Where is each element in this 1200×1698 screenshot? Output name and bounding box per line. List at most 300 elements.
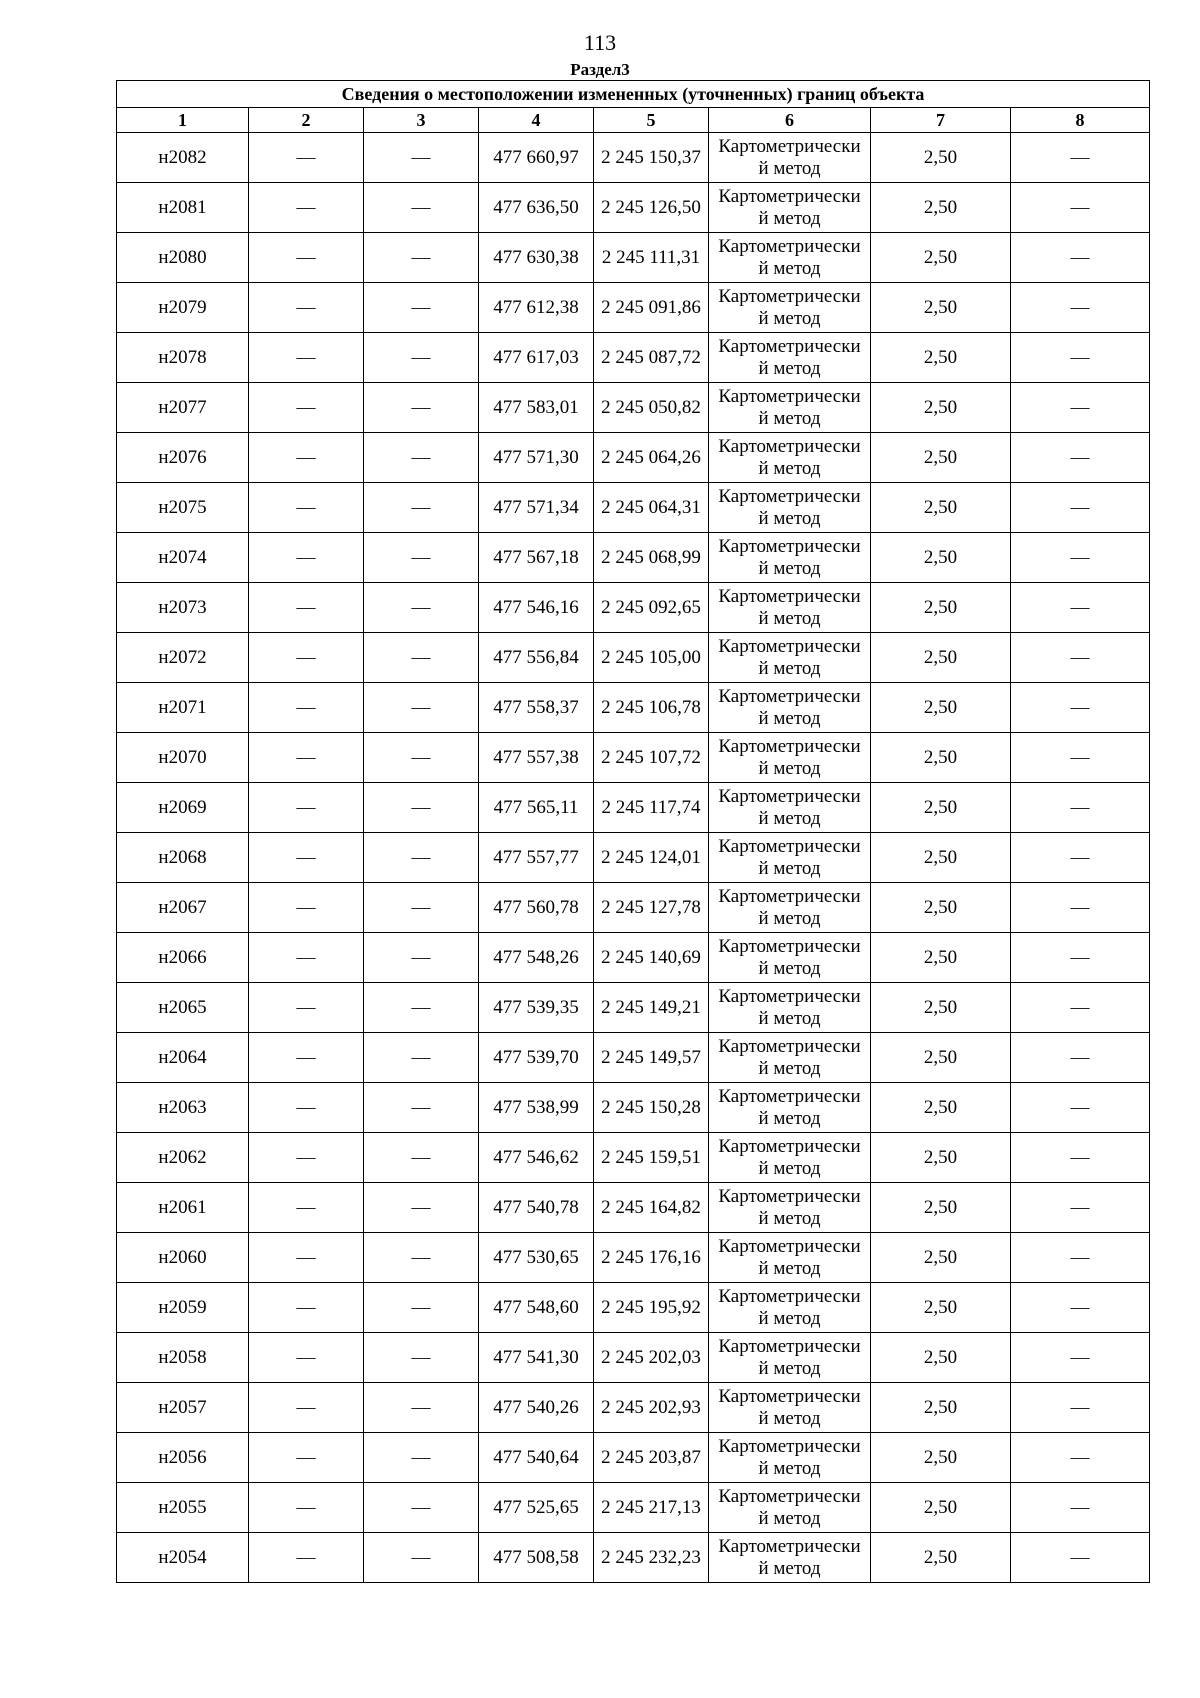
column-3-cell: —	[364, 1383, 479, 1433]
x-coordinate-cell: 477 546,16	[479, 583, 594, 633]
method-line-1: Картометрически	[718, 685, 861, 707]
method-cell	[709, 533, 871, 583]
column-2-cell: —	[249, 1233, 364, 1283]
column-3-cell: —	[364, 833, 479, 883]
y-coordinate-cell: 2 245 149,21	[594, 983, 709, 1033]
column-number: 6	[709, 108, 871, 133]
method-cell	[709, 1433, 871, 1483]
method-cell	[709, 1533, 871, 1583]
y-coordinate-cell: 2 245 195,92	[594, 1283, 709, 1333]
y-coordinate-cell: 2 245 159,51	[594, 1133, 709, 1183]
table-row	[117, 983, 1150, 1033]
method-line-1: Картометрически	[718, 535, 861, 557]
column-8-cell: —	[1011, 183, 1150, 233]
point-name-cell: н2075	[117, 483, 249, 533]
column-8-cell: —	[1011, 233, 1150, 283]
method-line-2: й метод	[758, 607, 821, 629]
x-coordinate-cell: 477 548,26	[479, 933, 594, 983]
method-cell	[709, 883, 871, 933]
method-line-1: Картометрически	[718, 1285, 861, 1307]
point-name-cell: н2082	[117, 133, 249, 183]
method-cell	[709, 383, 871, 433]
table-row	[117, 1183, 1150, 1233]
accuracy-cell: 2,50	[871, 983, 1011, 1033]
x-coordinate-cell: 477 612,38	[479, 283, 594, 333]
column-8-cell: —	[1011, 583, 1150, 633]
y-coordinate-cell: 2 245 107,72	[594, 733, 709, 783]
accuracy-cell: 2,50	[871, 1133, 1011, 1183]
y-coordinate-cell: 2 245 087,72	[594, 333, 709, 383]
column-number: 2	[249, 108, 364, 133]
column-8-cell: —	[1011, 1433, 1150, 1483]
column-3-cell: —	[364, 1483, 479, 1533]
method-line-1: Картометрически	[718, 735, 861, 757]
table-row	[117, 1533, 1150, 1583]
table-row	[117, 1383, 1150, 1433]
table-row	[117, 333, 1150, 383]
column-8-cell: —	[1011, 983, 1150, 1033]
column-2-cell: —	[249, 1133, 364, 1183]
method-line-2: й метод	[758, 457, 821, 479]
x-coordinate-cell: 477 541,30	[479, 1333, 594, 1383]
column-3-cell: —	[364, 433, 479, 483]
point-name-cell: н2076	[117, 433, 249, 483]
column-2-cell: —	[249, 733, 364, 783]
column-3-cell: —	[364, 683, 479, 733]
y-coordinate-cell: 2 245 064,26	[594, 433, 709, 483]
method-line-2: й метод	[758, 1407, 821, 1429]
accuracy-cell: 2,50	[871, 683, 1011, 733]
method-line-1: Картометрически	[718, 285, 861, 307]
point-name-cell: н2078	[117, 333, 249, 383]
y-coordinate-cell: 2 245 217,13	[594, 1483, 709, 1533]
point-name-cell: н2068	[117, 833, 249, 883]
y-coordinate-cell: 2 245 232,23	[594, 1533, 709, 1583]
column-3-cell: —	[364, 1533, 479, 1583]
point-name-cell: н2060	[117, 1233, 249, 1283]
point-name-cell: н2055	[117, 1483, 249, 1533]
table-row	[117, 883, 1150, 933]
column-3-cell: —	[364, 1133, 479, 1183]
accuracy-cell: 2,50	[871, 1383, 1011, 1433]
method-line-1: Картометрически	[718, 985, 861, 1007]
y-coordinate-cell: 2 245 050,82	[594, 383, 709, 433]
column-8-cell: —	[1011, 1033, 1150, 1083]
method-cell	[709, 133, 871, 183]
column-3-cell: —	[364, 933, 479, 983]
method-cell	[709, 633, 871, 683]
column-8-cell: —	[1011, 733, 1150, 783]
method-line-1: Картометрически	[718, 135, 861, 157]
column-2-cell: —	[249, 383, 364, 433]
column-8-cell: —	[1011, 1083, 1150, 1133]
accuracy-cell: 2,50	[871, 1333, 1011, 1383]
table-row	[117, 633, 1150, 683]
column-2-cell: —	[249, 183, 364, 233]
method-line-2: й метод	[758, 257, 821, 279]
column-2-cell: —	[249, 983, 364, 1033]
column-8-cell: —	[1011, 433, 1150, 483]
column-2-cell: —	[249, 283, 364, 333]
table-row	[117, 683, 1150, 733]
method-cell	[709, 1483, 871, 1533]
method-line-2: й метод	[758, 307, 821, 329]
method-line-2: й метод	[758, 1007, 821, 1029]
x-coordinate-cell: 477 557,77	[479, 833, 594, 883]
y-coordinate-cell: 2 245 164,82	[594, 1183, 709, 1233]
accuracy-cell: 2,50	[871, 883, 1011, 933]
column-3-cell: —	[364, 533, 479, 583]
method-line-2: й метод	[758, 1307, 821, 1329]
section-title: Раздел3	[570, 60, 630, 79]
accuracy-cell: 2,50	[871, 133, 1011, 183]
column-2-cell: —	[249, 1183, 364, 1233]
method-cell	[709, 183, 871, 233]
column-2-cell: —	[249, 883, 364, 933]
x-coordinate-cell: 477 617,03	[479, 333, 594, 383]
column-3-cell: —	[364, 133, 479, 183]
column-number: 8	[1011, 108, 1150, 133]
method-line-2: й метод	[758, 507, 821, 529]
accuracy-cell: 2,50	[871, 1283, 1011, 1333]
y-coordinate-cell: 2 245 176,16	[594, 1233, 709, 1283]
x-coordinate-cell: 477 548,60	[479, 1283, 594, 1333]
column-8-cell: —	[1011, 683, 1150, 733]
method-line-2: й метод	[758, 807, 821, 829]
column-8-cell: —	[1011, 1533, 1150, 1583]
y-coordinate-cell: 2 245 202,93	[594, 1383, 709, 1433]
point-name-cell: н2080	[117, 233, 249, 283]
x-coordinate-cell: 477 571,34	[479, 483, 594, 533]
column-3-cell: —	[364, 1333, 479, 1383]
method-cell	[709, 1383, 871, 1433]
point-name-cell: н2073	[117, 583, 249, 633]
x-coordinate-cell: 477 540,78	[479, 1183, 594, 1233]
y-coordinate-cell: 2 245 126,50	[594, 183, 709, 233]
method-line-2: й метод	[758, 1107, 821, 1129]
point-name-cell: н2074	[117, 533, 249, 583]
x-coordinate-cell: 477 556,84	[479, 633, 594, 683]
method-line-2: й метод	[758, 1057, 821, 1079]
y-coordinate-cell: 2 245 124,01	[594, 833, 709, 883]
point-name-cell: н2054	[117, 1533, 249, 1583]
table-row	[117, 933, 1150, 983]
y-coordinate-cell: 2 245 150,28	[594, 1083, 709, 1133]
accuracy-cell: 2,50	[871, 833, 1011, 883]
method-line-1: Картометрически	[718, 1485, 861, 1507]
column-2-cell: —	[249, 333, 364, 383]
column-8-cell: —	[1011, 1483, 1150, 1533]
table-body	[117, 133, 1150, 1583]
column-number: 5	[594, 108, 709, 133]
column-3-cell: —	[364, 1083, 479, 1133]
point-name-cell: н2067	[117, 883, 249, 933]
method-cell	[709, 833, 871, 883]
method-line-1: Картометрически	[718, 1135, 861, 1157]
accuracy-cell: 2,50	[871, 233, 1011, 283]
x-coordinate-cell: 477 558,37	[479, 683, 594, 733]
method-line-2: й метод	[758, 1557, 821, 1579]
column-2-cell: —	[249, 1483, 364, 1533]
x-coordinate-cell: 477 539,70	[479, 1033, 594, 1083]
column-number: 3	[364, 108, 479, 133]
method-line-1: Картометрически	[718, 1035, 861, 1057]
method-cell	[709, 933, 871, 983]
method-line-1: Картометрически	[718, 335, 861, 357]
table-row	[117, 583, 1150, 633]
y-coordinate-cell: 2 245 117,74	[594, 783, 709, 833]
point-name-cell: н2071	[117, 683, 249, 733]
method-cell	[709, 1233, 871, 1283]
method-cell	[709, 1033, 871, 1083]
column-2-cell: —	[249, 633, 364, 683]
column-3-cell: —	[364, 1033, 479, 1083]
accuracy-cell: 2,50	[871, 1183, 1011, 1233]
method-line-2: й метод	[758, 207, 821, 229]
x-coordinate-cell: 477 567,18	[479, 533, 594, 583]
column-3-cell: —	[364, 983, 479, 1033]
column-3-cell: —	[364, 583, 479, 633]
column-2-cell: —	[249, 683, 364, 733]
method-cell	[709, 483, 871, 533]
table-row	[117, 833, 1150, 883]
table-row	[117, 133, 1150, 183]
column-3-cell: —	[364, 183, 479, 233]
method-cell	[709, 733, 871, 783]
method-line-1: Картометрически	[718, 385, 861, 407]
y-coordinate-cell: 2 245 149,57	[594, 1033, 709, 1083]
x-coordinate-cell: 477 508,58	[479, 1533, 594, 1583]
column-2-cell: —	[249, 1083, 364, 1133]
column-2-cell: —	[249, 933, 364, 983]
x-coordinate-cell: 477 660,97	[479, 133, 594, 183]
method-cell	[709, 1133, 871, 1183]
x-coordinate-cell: 477 539,35	[479, 983, 594, 1033]
method-line-1: Картометрически	[718, 585, 861, 607]
y-coordinate-cell: 2 245 092,65	[594, 583, 709, 633]
method-cell	[709, 583, 871, 633]
y-coordinate-cell: 2 245 068,99	[594, 533, 709, 583]
point-name-cell: н2062	[117, 1133, 249, 1183]
method-line-2: й метод	[758, 407, 821, 429]
x-coordinate-cell: 477 636,50	[479, 183, 594, 233]
method-line-1: Картометрически	[718, 435, 861, 457]
table-row	[117, 733, 1150, 783]
column-2-cell: —	[249, 1333, 364, 1383]
table-row	[117, 483, 1150, 533]
column-2-cell: —	[249, 133, 364, 183]
accuracy-cell: 2,50	[871, 1083, 1011, 1133]
column-3-cell: —	[364, 333, 479, 383]
x-coordinate-cell: 477 557,38	[479, 733, 594, 783]
column-2-cell: —	[249, 583, 364, 633]
accuracy-cell: 2,50	[871, 483, 1011, 533]
accuracy-cell: 2,50	[871, 283, 1011, 333]
column-8-cell: —	[1011, 333, 1150, 383]
column-2-cell: —	[249, 1033, 364, 1083]
accuracy-cell: 2,50	[871, 1233, 1011, 1283]
x-coordinate-cell: 477 546,62	[479, 1133, 594, 1183]
column-8-cell: —	[1011, 133, 1150, 183]
table-row	[117, 1083, 1150, 1133]
column-2-cell: —	[249, 1533, 364, 1583]
point-name-cell: н2072	[117, 633, 249, 683]
point-name-cell: н2064	[117, 1033, 249, 1083]
column-number: 4	[479, 108, 594, 133]
y-coordinate-cell: 2 245 064,31	[594, 483, 709, 533]
method-line-1: Картометрически	[718, 635, 861, 657]
method-line-1: Картометрически	[718, 1235, 861, 1257]
method-line-2: й метод	[758, 357, 821, 379]
column-2-cell: —	[249, 1283, 364, 1333]
column-2-cell: —	[249, 483, 364, 533]
method-line-2: й метод	[758, 157, 821, 179]
method-line-2: й метод	[758, 1207, 821, 1229]
column-3-cell: —	[364, 1283, 479, 1333]
column-2-cell: —	[249, 1383, 364, 1433]
method-line-2: й метод	[758, 1157, 821, 1179]
method-cell	[709, 1183, 871, 1233]
method-cell	[709, 1083, 871, 1133]
method-line-1: Картометрически	[718, 785, 861, 807]
point-name-cell: н2063	[117, 1083, 249, 1133]
method-cell	[709, 233, 871, 283]
method-line-1: Картометрически	[718, 1435, 861, 1457]
column-8-cell: —	[1011, 383, 1150, 433]
table-row	[117, 1333, 1150, 1383]
column-3-cell: —	[364, 483, 479, 533]
column-number: 1	[117, 108, 249, 133]
y-coordinate-cell: 2 245 203,87	[594, 1433, 709, 1483]
column-3-cell: —	[364, 1183, 479, 1233]
x-coordinate-cell: 477 560,78	[479, 883, 594, 933]
point-name-cell: н2061	[117, 1183, 249, 1233]
table-row	[117, 433, 1150, 483]
column-8-cell: —	[1011, 833, 1150, 883]
table-row	[117, 283, 1150, 333]
point-name-cell: н2070	[117, 733, 249, 783]
method-cell	[709, 683, 871, 733]
method-line-1: Картометрически	[718, 885, 861, 907]
method-line-2: й метод	[758, 1457, 821, 1479]
method-line-2: й метод	[758, 1357, 821, 1379]
column-number-row	[117, 108, 1150, 133]
column-number: 7	[871, 108, 1011, 133]
method-cell	[709, 283, 871, 333]
accuracy-cell: 2,50	[871, 933, 1011, 983]
method-line-1: Картометрически	[718, 185, 861, 207]
method-line-2: й метод	[758, 1507, 821, 1529]
accuracy-cell: 2,50	[871, 183, 1011, 233]
x-coordinate-cell: 477 538,99	[479, 1083, 594, 1133]
point-name-cell: н2077	[117, 383, 249, 433]
column-3-cell: —	[364, 883, 479, 933]
point-name-cell: н2069	[117, 783, 249, 833]
method-cell	[709, 433, 871, 483]
y-coordinate-cell: 2 245 127,78	[594, 883, 709, 933]
method-line-2: й метод	[758, 1257, 821, 1279]
accuracy-cell: 2,50	[871, 1033, 1011, 1083]
column-8-cell: —	[1011, 1383, 1150, 1433]
accuracy-cell: 2,50	[871, 633, 1011, 683]
column-3-cell: —	[364, 1233, 479, 1283]
method-cell	[709, 783, 871, 833]
column-3-cell: —	[364, 283, 479, 333]
point-name-cell: н2059	[117, 1283, 249, 1333]
method-line-2: й метод	[758, 957, 821, 979]
column-2-cell: —	[249, 233, 364, 283]
column-8-cell: —	[1011, 533, 1150, 583]
method-line-2: й метод	[758, 907, 821, 929]
point-name-cell: н2056	[117, 1433, 249, 1483]
method-line-2: й метод	[758, 557, 821, 579]
accuracy-cell: 2,50	[871, 1483, 1011, 1533]
column-8-cell: —	[1011, 283, 1150, 333]
column-2-cell: —	[249, 1433, 364, 1483]
table-row	[117, 1483, 1150, 1533]
x-coordinate-cell: 477 630,38	[479, 233, 594, 283]
method-line-1: Картометрически	[718, 1085, 861, 1107]
column-3-cell: —	[364, 1433, 479, 1483]
column-8-cell: —	[1011, 1233, 1150, 1283]
table-row	[117, 1283, 1150, 1333]
accuracy-cell: 2,50	[871, 733, 1011, 783]
x-coordinate-cell: 477 571,30	[479, 433, 594, 483]
accuracy-cell: 2,50	[871, 333, 1011, 383]
y-coordinate-cell: 2 245 091,86	[594, 283, 709, 333]
column-8-cell: —	[1011, 1133, 1150, 1183]
column-8-cell: —	[1011, 1333, 1150, 1383]
method-cell	[709, 983, 871, 1033]
accuracy-cell: 2,50	[871, 783, 1011, 833]
column-3-cell: —	[364, 233, 479, 283]
table-row	[117, 1433, 1150, 1483]
table-row	[117, 233, 1150, 283]
point-name-cell: н2079	[117, 283, 249, 333]
table-row	[117, 1033, 1150, 1083]
accuracy-cell: 2,50	[871, 533, 1011, 583]
point-name-cell: н2058	[117, 1333, 249, 1383]
y-coordinate-cell: 2 245 111,31	[594, 233, 709, 283]
table-row	[117, 783, 1150, 833]
x-coordinate-cell: 477 540,64	[479, 1433, 594, 1483]
column-3-cell: —	[364, 383, 479, 433]
method-line-1: Картометрически	[718, 835, 861, 857]
y-coordinate-cell: 2 245 106,78	[594, 683, 709, 733]
x-coordinate-cell: 477 540,26	[479, 1383, 594, 1433]
table-row	[117, 1133, 1150, 1183]
y-coordinate-cell: 2 245 140,69	[594, 933, 709, 983]
method-cell	[709, 333, 871, 383]
x-coordinate-cell: 477 565,11	[479, 783, 594, 833]
table-row	[117, 533, 1150, 583]
column-3-cell: —	[364, 733, 479, 783]
method-line-1: Картометрически	[718, 1385, 861, 1407]
accuracy-cell: 2,50	[871, 1433, 1011, 1483]
table-caption-row	[117, 81, 1150, 108]
column-3-cell: —	[364, 783, 479, 833]
column-2-cell: —	[249, 783, 364, 833]
point-name-cell: н2081	[117, 183, 249, 233]
page-number: 113	[583, 30, 617, 55]
point-name-cell: н2066	[117, 933, 249, 983]
column-8-cell: —	[1011, 783, 1150, 833]
y-coordinate-cell: 2 245 202,03	[594, 1333, 709, 1383]
point-name-cell: н2065	[117, 983, 249, 1033]
x-coordinate-cell: 477 525,65	[479, 1483, 594, 1533]
column-8-cell: —	[1011, 1183, 1150, 1233]
column-8-cell: —	[1011, 633, 1150, 683]
